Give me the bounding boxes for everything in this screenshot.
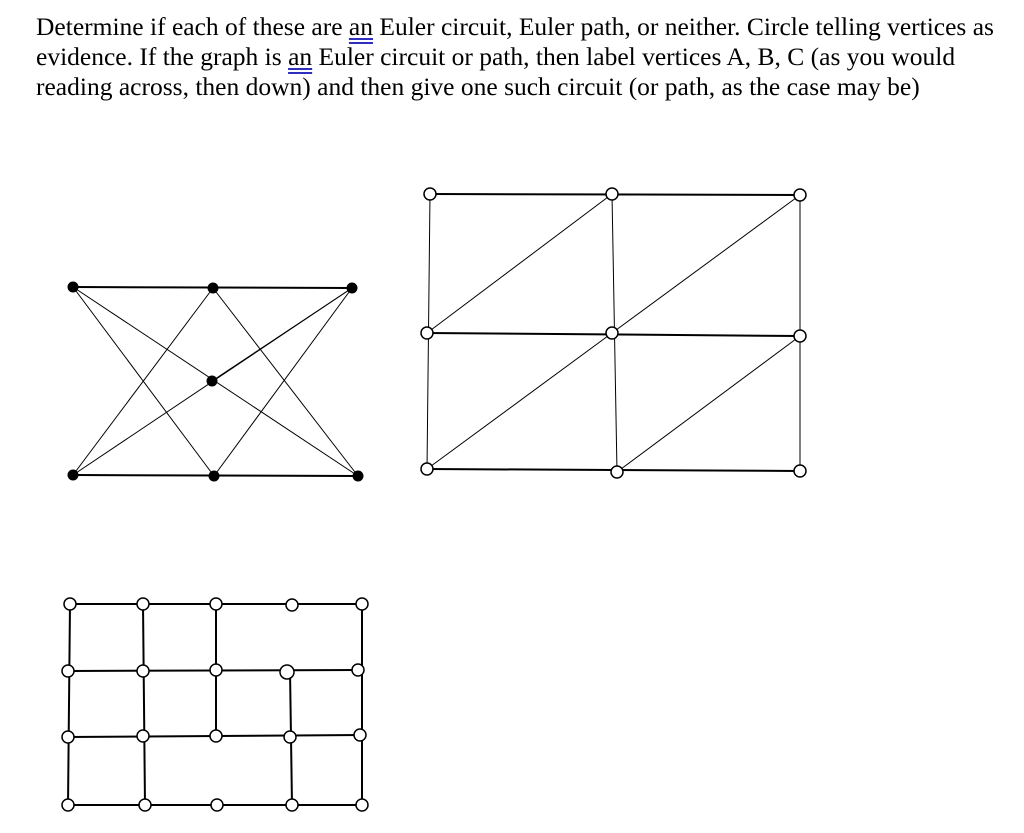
- vertex: [211, 799, 223, 811]
- vertex: [137, 665, 149, 677]
- grammar-flag: an: [348, 12, 373, 41]
- vertex: [210, 664, 222, 676]
- instructions-line-3: reading across, then down) and then give one such circuit (or path, as the case may be): [36, 72, 920, 101]
- vertex: [62, 799, 74, 811]
- vertex: [286, 599, 298, 611]
- instructions-line-1: Determine if each of these are an Euler circuit, Euler path, or neither. Circle telling vertices as: [36, 12, 994, 41]
- vertex: [354, 729, 366, 741]
- edge: [68, 604, 70, 805]
- vertex: [356, 799, 368, 811]
- vertex: [286, 799, 298, 811]
- vertex: [62, 731, 74, 743]
- vertex: [280, 665, 294, 679]
- vertex: [352, 664, 364, 676]
- vertex: [139, 799, 151, 811]
- vertex: [64, 598, 76, 610]
- grid-edges: [68, 604, 362, 805]
- vertex: [137, 730, 149, 742]
- vertex: [210, 598, 222, 610]
- vertex: [137, 598, 149, 610]
- vertex: [62, 665, 74, 677]
- vertex: [210, 730, 222, 742]
- instructions-line-2: evidence. If the graph is an Euler circuit or path, then label vertices A, B, C (as you would: [36, 42, 956, 71]
- vertex: [356, 598, 368, 610]
- grammar-flag: an: [288, 42, 313, 71]
- vertex: [284, 731, 296, 743]
- edge: [143, 604, 145, 805]
